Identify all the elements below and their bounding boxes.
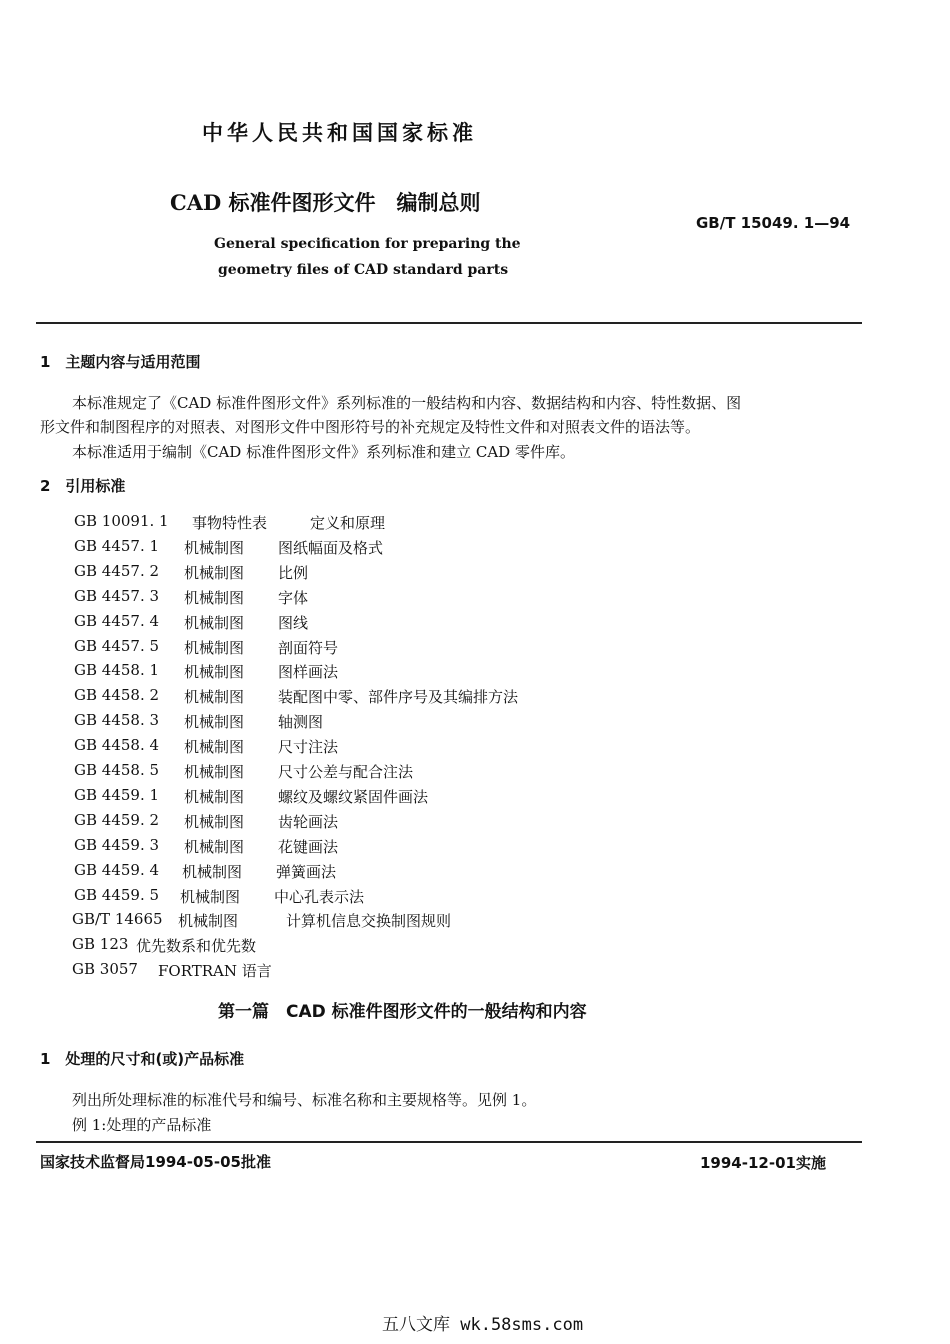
reference-name: 计算机信息交换制图规则: [286, 912, 452, 930]
reference-category: 机械制图: [184, 688, 245, 706]
reference-category: 机械制图: [184, 589, 245, 607]
part1-paragraph: 列出所处理标准的标准代号和编号、标准名称和主要规格等。见例 1。: [72, 1091, 537, 1109]
section1-para2: 本标准适用于编制《CAD 标准件图形文件》系列标准和建立 CAD 零件库。: [72, 443, 575, 461]
reference-category: 机械制图: [182, 863, 243, 881]
reference-category: 优先数系和优先数: [136, 937, 257, 955]
reference-code: GB 4457. 1: [74, 537, 160, 555]
national-standard-title: 中华人民共和国国家标准: [202, 121, 477, 145]
section1-para1-line1: 本标准规定了《CAD 标准件图形文件》系列标准的一般结构和内容、数据结构和内容、特性数据、图: [72, 394, 742, 412]
reference-code: GB 4457. 2: [74, 562, 160, 580]
document-title-en-line2: geometry files of CAD standard parts: [218, 262, 509, 278]
reference-name: 定义和原理: [310, 514, 386, 532]
reference-code: GB 4458. 3: [74, 711, 160, 729]
reference-name: 比例: [278, 564, 309, 582]
reference-name: 图纸幅面及格式: [278, 539, 384, 557]
reference-category: 机械制图: [178, 912, 239, 930]
reference-code: GB 4458. 1: [74, 661, 160, 679]
section2-heading: 2 引用标准: [40, 477, 126, 495]
approval-statement: 国家技术监督局1994-05-05批准: [40, 1153, 271, 1171]
reference-code: GB 123: [72, 935, 129, 953]
reference-category: 机械制图: [184, 539, 245, 557]
part1-example-caption: 例 1:处理的产品标准: [72, 1116, 212, 1134]
reference-name: 尺寸公差与配合注法: [278, 763, 414, 781]
reference-code: GB 4458. 5: [74, 761, 160, 779]
section1-heading: 1 主题内容与适用范围: [40, 353, 201, 371]
reference-code: GB 4458. 4: [74, 736, 160, 754]
reference-name: 弹簧画法: [276, 863, 337, 881]
reference-category: 机械制图: [180, 888, 241, 906]
reference-code: GB 4459. 3: [74, 836, 160, 854]
reference-code: GB 4457. 4: [74, 612, 160, 630]
reference-category: 机械制图: [184, 738, 245, 756]
reference-name: 中心孔表示法: [274, 888, 365, 906]
reference-name: 花键画法: [278, 838, 339, 856]
reference-category: 机械制图: [184, 713, 245, 731]
reference-category: 事物特性表: [192, 514, 268, 532]
part1-sub-heading: 1 处理的尺寸和(或)产品标准: [40, 1050, 245, 1068]
reference-code: GB 4459. 4: [74, 861, 160, 879]
reference-category: 机械制图: [184, 564, 245, 582]
reference-name: 尺寸注法: [278, 738, 339, 756]
reference-code: GB 3057: [72, 960, 138, 978]
reference-name: 剖面符号: [278, 639, 339, 657]
reference-name: 装配图中零、部件序号及其编排方法: [278, 688, 519, 706]
section1-para1-line2: 形文件和制图程序的对照表、对图形文件中图形符号的补充规定及特性文件和对照表文件的语法等。: [40, 418, 701, 436]
header-divider: [36, 322, 862, 324]
standard-code: GB/T 15049. 1—94: [696, 214, 851, 232]
reference-category: 机械制图: [184, 614, 245, 632]
watermark-text: 五八文库 wk.58sms.com: [382, 1315, 584, 1335]
reference-category: 机械制图: [184, 788, 245, 806]
reference-code: GB 4459. 1: [74, 786, 160, 804]
reference-name: 齿轮画法: [278, 813, 339, 831]
reference-category: 机械制图: [184, 663, 245, 681]
document-title-cn: CAD 标准件图形文件 编制总则: [170, 190, 481, 215]
reference-code: GB 4457. 3: [74, 587, 160, 605]
reference-category: 机械制图: [184, 639, 245, 657]
reference-name: 字体: [278, 589, 309, 607]
reference-category: FORTRAN 语言: [158, 962, 272, 980]
reference-code: GB 4457. 5: [74, 637, 160, 655]
reference-name: 图样画法: [278, 663, 339, 681]
effective-date: 1994-12-01实施: [700, 1154, 826, 1172]
footer-divider: [36, 1141, 862, 1143]
reference-category: 机械制图: [184, 838, 245, 856]
reference-name: 轴测图: [278, 713, 324, 731]
reference-code: GB 10091. 1: [74, 512, 169, 530]
reference-code: GB 4458. 2: [74, 686, 160, 704]
reference-code: GB 4459. 5: [74, 886, 160, 904]
reference-category: 机械制图: [184, 813, 245, 831]
reference-name: 图线: [278, 614, 309, 632]
reference-code: GB 4459. 2: [74, 811, 160, 829]
reference-name: 螺纹及螺纹紧固件画法: [278, 788, 429, 806]
document-title-en-line1: General specification for preparing the: [214, 236, 521, 252]
reference-code: GB/T 14665: [72, 910, 163, 928]
part1-heading: 第一篇 CAD 标准件图形文件的一般结构和内容: [218, 1002, 587, 1022]
reference-category: 机械制图: [184, 763, 245, 781]
